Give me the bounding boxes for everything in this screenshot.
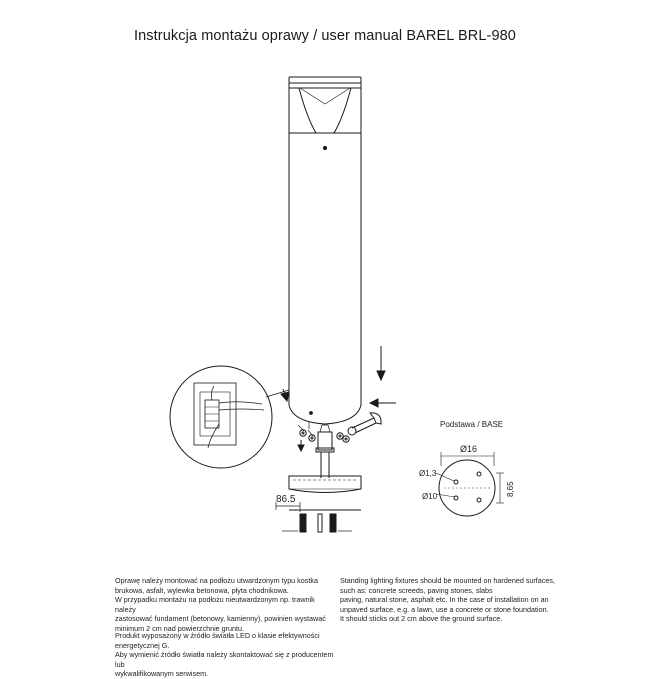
- screws: [298, 421, 349, 451]
- text-line: minimum 2 cm nad powierzchnie gruntu.: [115, 623, 245, 633]
- base-label: Podstawa / BASE: [440, 420, 504, 429]
- anchor-rods: [282, 510, 361, 532]
- mounting-arrows: [281, 346, 396, 435]
- polish-instructions: [115, 576, 337, 634]
- text-line: Produkt wyposażony w źródło światła LED o klasie efektywności energetycznej G.: [115, 631, 320, 650]
- base-drawing: [436, 452, 504, 516]
- text-line: It should sticks out 2 cm above the ground surface.: [340, 614, 503, 624]
- text-line: such as: concrete screeds, paving stones, slabs: [340, 585, 493, 595]
- wiring-detail: [170, 366, 289, 468]
- polish-led-note: [115, 631, 337, 679]
- base-plate: [289, 476, 361, 493]
- text-line: unpaved surface, e.g. a lawn, use a concrete or stone foundation.: [340, 604, 549, 614]
- text-line: brukowa, asfalt, wylewka betonowa, płyta chodnikowa.: [115, 585, 289, 595]
- text-line: Standing lighting fixtures should be mounted on hardened surfaces,: [340, 576, 555, 585]
- mounting-bracket: [316, 425, 334, 478]
- base-diameter-label: Ø16: [460, 444, 478, 454]
- page-title: Instrukcja montażu oprawy / user manual BAREL BRL-980: [134, 28, 516, 44]
- text-line: Oprawę należy montować na podłożu utwardzonym typu kostka: [115, 576, 318, 585]
- text-line: wykwalifikowanym serwisem.: [115, 669, 209, 679]
- text-line: paving, natural stone, asphalt etc. In the case of installation on an: [340, 595, 549, 605]
- english-instructions: [340, 576, 565, 624]
- bollard-lamp: [289, 77, 361, 424]
- text-line: W przypadku montażu na podłożu nieutwardzonym np. trawnik należy: [115, 595, 315, 614]
- text-line: Aby wymienić źródło światła należy skontaktować się z producentem lub: [115, 650, 334, 669]
- text-line: zastosować fundament (betonowy, kamienny), powinien wystawać: [115, 614, 326, 624]
- hole-spacing-label: 8,65: [506, 481, 515, 497]
- bolt-circle-label: Ø10: [422, 492, 438, 501]
- hole-diameter-label: Ø1,3: [419, 469, 437, 478]
- depth-value: 86.5: [276, 494, 296, 505]
